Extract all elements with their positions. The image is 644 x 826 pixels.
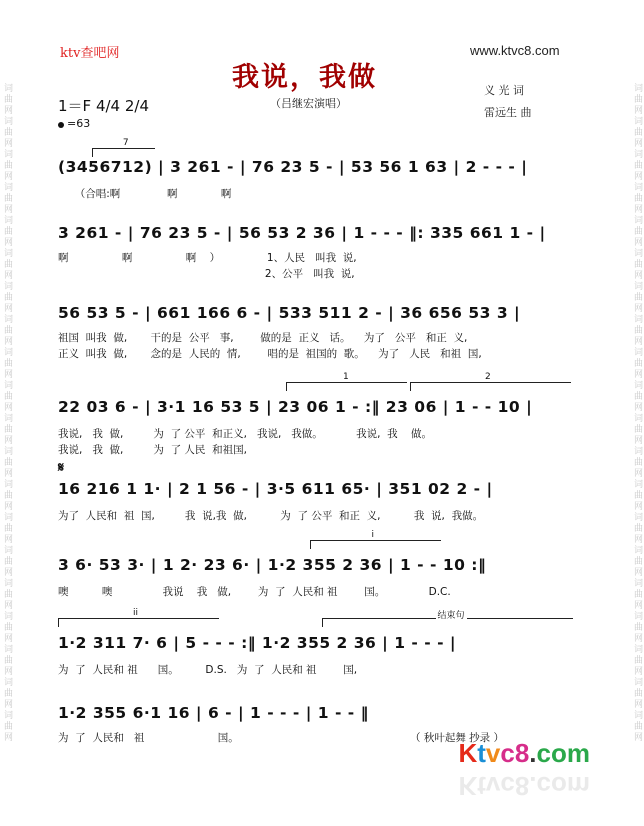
song-title: 我说，我做 — [232, 62, 377, 93]
lyric-line: 正义 叫我 做, 念的是 人民的 情, 唱的是 祖国的 歌。 为了 人民 和祖 国, — [58, 348, 482, 360]
notation-line: 3 261 - | 76 23 5 - | 56 53 2 36 | 1 - - - ‖: 335 661 1 - | — [58, 224, 546, 242]
volta-2: 2 — [410, 382, 571, 391]
brand-name[interactable]: ktv查吧网 — [60, 46, 120, 61]
site-url[interactable]: www.ktvc8.com — [470, 43, 560, 58]
lyric-line: 2、公平 叫我 说, — [58, 268, 355, 280]
notation-line: 16 216 1 1· | 2 1 56 - | 3·5 611 65· | 351 02 2 - | — [58, 480, 493, 498]
lyric-line: 我说, 我 做, 为 了 人民 和祖国, — [58, 444, 247, 456]
ktvc8-logo: Ktvc8.com — [458, 738, 590, 768]
notation-line: 1·2 355 6·1 16 | 6 - | 1 - - - | 1 - - ‖ — [58, 704, 369, 722]
tempo-value: =63 — [67, 117, 91, 130]
lyric-line: （合唱:啊 啊 啊 — [58, 188, 232, 200]
volta-ii: ii — [58, 618, 219, 627]
lyric-line: 为 了 人民和 祖 国。 — [58, 732, 239, 744]
volta-1: 1 — [286, 382, 407, 391]
copyist-credit: （ 秋叶起舞 抄录 ） — [410, 732, 505, 744]
lyric-line: 啊 啊 啊 ） 1、人民 叫我 说, — [58, 252, 357, 264]
notation-line: 1·2 311 7· 6 | 5 - - - :‖ 1·2 355 2 36 | 1 - - - | — [58, 634, 457, 652]
lyric-line: 为 了 人民和 祖 国。 D.S. 为 了 人民和 祖 国, — [58, 664, 358, 676]
lyric-line: 噢 噢 我说 我 做, 为 了 人民和 祖 国。 D.C. — [58, 586, 451, 598]
logo-reflection: Ktvc8.com — [458, 771, 590, 801]
notation-line: 22 03 6 - | 3·1 16 53 5 | 23 06 1 - :‖ 23 06 | 1 - - 10 | — [58, 398, 533, 416]
notation-line: (3456712) | 3 261 - | 76 23 5 - | 53 56 1 63 | 2 - - - | — [58, 158, 528, 176]
volta-i: i — [310, 540, 441, 549]
notation-line: 3 6· 53 3· | 1 2· 23 6· | 1·2 355 2 36 | 1 - - 10 :‖ — [58, 556, 487, 574]
lyricist-credit: 义 光 词 — [484, 84, 524, 97]
segno-sign: 𝄋 — [58, 460, 65, 476]
singer-credit: （吕继宏演唱） — [270, 97, 347, 110]
lyric-line: 我说, 我 做, 为 了 公平 和正义, 我说, 我做。 我说, 我 做。 — [58, 428, 433, 440]
quarter-note-icon — [58, 122, 64, 128]
lyric-line: 祖国 叫我 做, 干的是 公平 事, 做的是 正义 话。 为了 公平 和正 义, — [58, 332, 468, 344]
notation-line: 56 53 5 - | 661 166 6 - | 533 511 2 - | 36 656 53 3 | — [58, 304, 521, 322]
left-watermark-strip: 词曲网词曲网词曲网词曲网词曲网词曲网词曲网词曲网词曲网词曲网词曲网词曲网词曲网词曲网词曲网词曲网词曲网词曲网词曲网词曲网 — [2, 83, 12, 743]
lyric-line: 为了 人民和 祖 国, 我 说,我 做, 为 了 公平 和正 义, 我 说, 我做。 — [58, 510, 484, 522]
composer-credit: 雷远生 曲 — [484, 106, 532, 119]
key-signature: 1＝F 4/4 2/4 — [58, 97, 149, 115]
credits — [484, 80, 532, 124]
right-watermark-strip: 词曲网词曲网词曲网词曲网词曲网词曲网词曲网词曲网词曲网词曲网词曲网词曲网词曲网词曲网词曲网词曲网词曲网词曲网词曲网词曲网 — [632, 83, 642, 743]
tempo-marking — [58, 117, 90, 130]
coda-ending: 结束句 — [322, 618, 573, 627]
tuplet-bracket: 7 — [92, 148, 155, 157]
